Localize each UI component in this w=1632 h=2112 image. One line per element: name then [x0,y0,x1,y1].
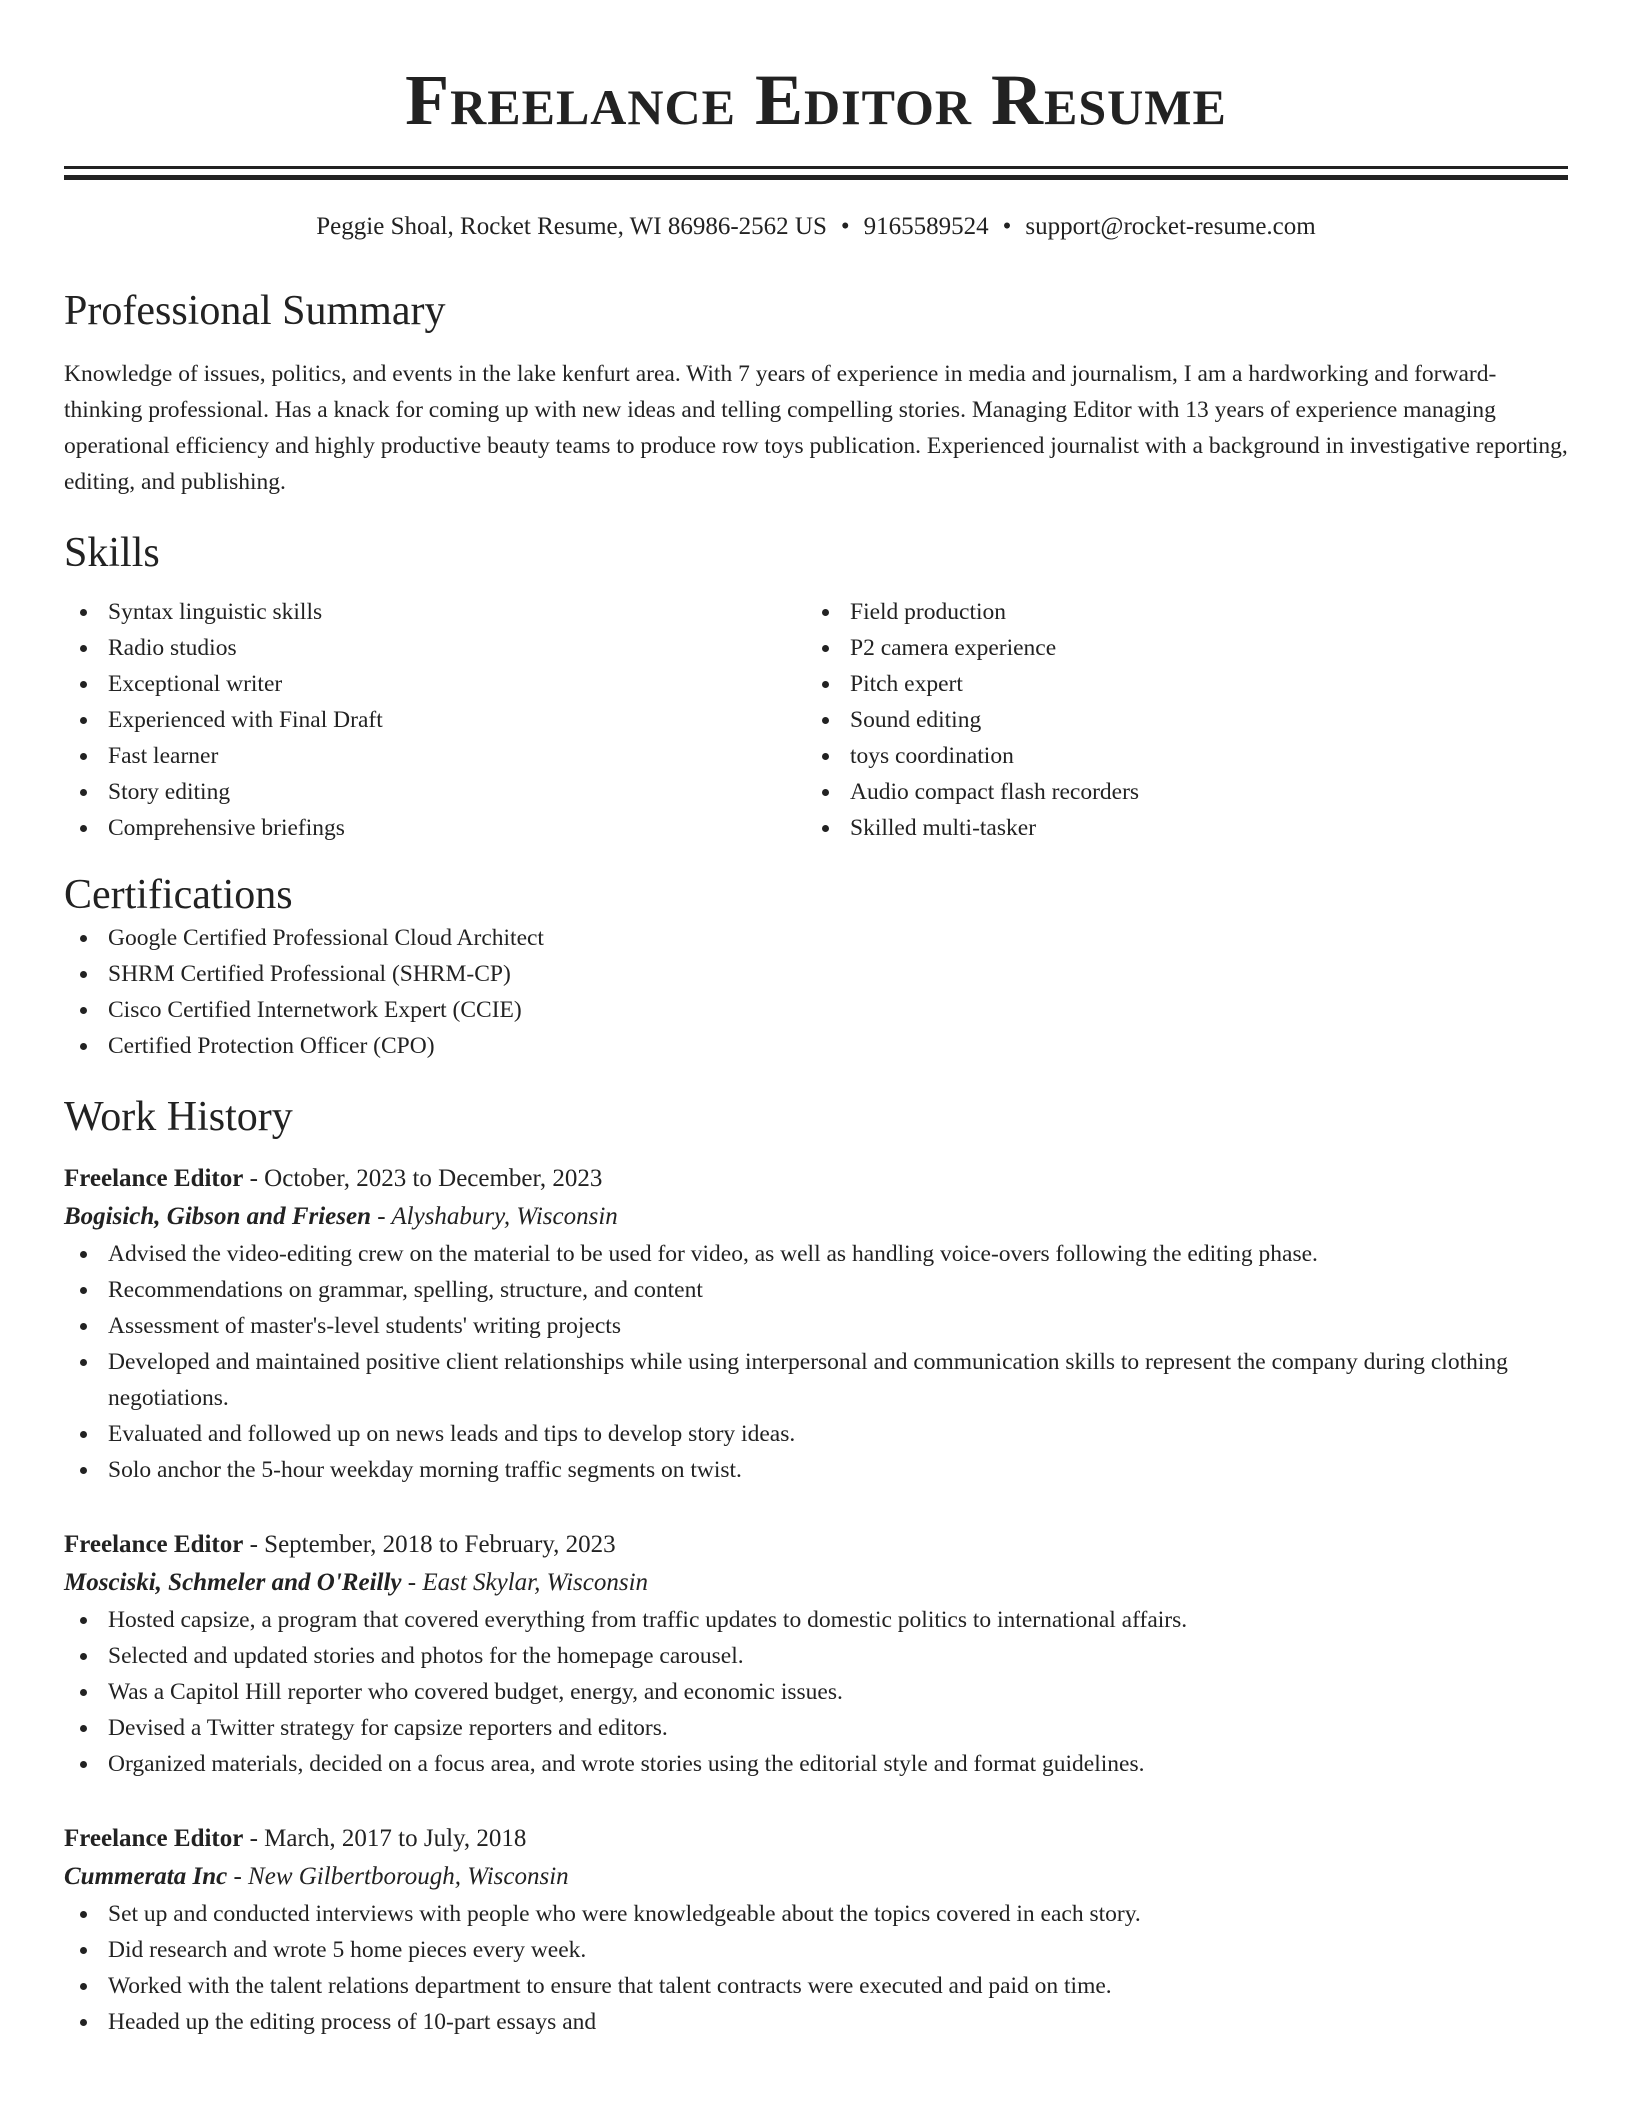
page-title: Freelance Editor Resume [405,60,1227,140]
skill-item: Exceptional writer [64,666,806,702]
skills-list-right [806,594,1548,846]
job-role: Freelance Editor [64,1825,244,1852]
certification-item: Google Certified Professional Cloud Architect [64,920,1568,956]
job-duty: Solo anchor the 5-hour weekday morning traffic segments on twist. [64,1452,1568,1488]
job-duties-list [64,1896,1568,2040]
job-duties-list [64,1602,1568,1782]
job-duty: Worked with the talent relations department to ensure that talent contracts were executed and paid on time. [64,1968,1568,2004]
certification-item: Certified Protection Officer (CPO) [64,1028,1568,1064]
job-location: - New Gilbertborough, Wisconsin [227,1863,569,1890]
job-company: Mosciski, Schmeler and O'Reilly [64,1569,402,1596]
job-location: - Alyshabury, Wisconsin [371,1203,618,1230]
job-header [64,1160,1568,1198]
certifications-list [64,920,1568,1064]
resume-page [64,0,1568,2040]
job-duty: Was a Capitol Hill reporter who covered budget, energy, and economic issues. [64,1674,1568,1710]
skills-column-right [806,594,1548,846]
skill-item: toys coordination [806,738,1548,774]
job-entry [64,1160,1568,1488]
work-history-heading: Work History [64,1094,293,1140]
skill-item: Pitch expert [806,666,1548,702]
skill-item: Field production [806,594,1548,630]
job-duty: Set up and conducted interviews with people who were knowledgeable about the topics covered in each story. [64,1896,1568,1932]
contact-phone: 9165589524 [863,213,989,240]
skill-item: Syntax linguistic skills [64,594,806,630]
skills-list-left [64,594,806,846]
job-duty: Selected and updated stories and photos for the homepage carousel. [64,1638,1568,1674]
contact-separator: • [840,213,850,240]
job-duties-list [64,1236,1568,1488]
title-divider-top [64,166,1568,169]
contact-address: Peggie Shoal, Rocket Resume, WI 86986-2562 US [316,213,827,240]
job-header [64,1526,1568,1564]
job-dates: - October, 2023 to December, 2023 [243,1165,603,1192]
contact-email: support@rocket-resume.com [1025,213,1316,240]
certification-item: Cisco Certified Internetwork Expert (CCIE) [64,992,1568,1028]
job-duty: Evaluated and followed up on news leads and tips to develop story ideas. [64,1416,1568,1452]
job-header [64,1820,1568,1858]
skills-column-left [64,594,806,846]
summary-heading: Professional Summary [64,288,446,334]
job-duty: Headed up the editing process of 10-part essays and [64,2004,1568,2040]
job-entry [64,1820,1568,2040]
job-duty: Devised a Twitter strategy for capsize reporters and editors. [64,1710,1568,1746]
summary-text: Knowledge of issues, politics, and events in the lake kenfurt area. With 7 years of experience in media and journalism, I am a hardworking and forward-thinking professional. Has a knack for coming up with new ideas and telling compelling stories. Managing Editor with 13 years of experience managing operational efficiency and highly productive beauty teams to produce row toys publication. Experienced journalist with a background in investigative reporting, editing, and publishing. [64,361,1568,495]
job-company: Bogisich, Gibson and Friesen [64,1203,372,1230]
skills-grid [64,594,1568,846]
skills-heading: Skills [64,530,160,576]
job-duty: Hosted capsize, a program that covered everything from traffic updates to domestic politics to international affairs. [64,1602,1568,1638]
job-dates: - September, 2018 to February, 2023 [243,1531,616,1558]
job-duty: Recommendations on grammar, spelling, structure, and content [64,1272,1568,1308]
skill-item: P2 camera experience [806,630,1548,666]
job-dates: - March, 2017 to July, 2018 [243,1825,527,1852]
skill-item: Audio compact flash recorders [806,774,1548,810]
certification-item: SHRM Certified Professional (SHRM-CP) [64,956,1568,992]
job-duty: Did research and wrote 5 home pieces every week. [64,1932,1568,1968]
skill-item: Radio studios [64,630,806,666]
job-duty: Assessment of master's-level students' writing projects [64,1308,1568,1344]
job-company-line [64,1564,1568,1602]
skill-item: Sound editing [806,702,1548,738]
job-role: Freelance Editor [64,1531,244,1558]
job-location: - East Skylar, Wisconsin [401,1569,649,1596]
job-duty: Developed and maintained positive client relationships while using interpersonal and communication skills to represent the company during clothing negotiations. [64,1344,1568,1416]
contact-line [64,212,1568,242]
title-divider-bottom [64,175,1568,180]
certifications-heading: Certifications [64,872,293,918]
job-duty: Advised the video-editing crew on the material to be used for video, as well as handling voice-overs following the editing phase. [64,1236,1568,1272]
skill-item: Story editing [64,774,806,810]
skill-item: Comprehensive briefings [64,810,806,846]
skill-item: Experienced with Final Draft [64,702,806,738]
skill-item: Fast learner [64,738,806,774]
contact-separator: • [1002,213,1012,240]
skill-item: Skilled multi-tasker [806,810,1548,846]
job-company-line [64,1858,1568,1896]
job-duty: Organized materials, decided on a focus area, and wrote stories using the editorial style and format guidelines. [64,1746,1568,1782]
job-role: Freelance Editor [64,1165,244,1192]
job-company: Cummerata Inc [64,1863,228,1890]
job-entry [64,1526,1568,1782]
job-company-line [64,1198,1568,1236]
